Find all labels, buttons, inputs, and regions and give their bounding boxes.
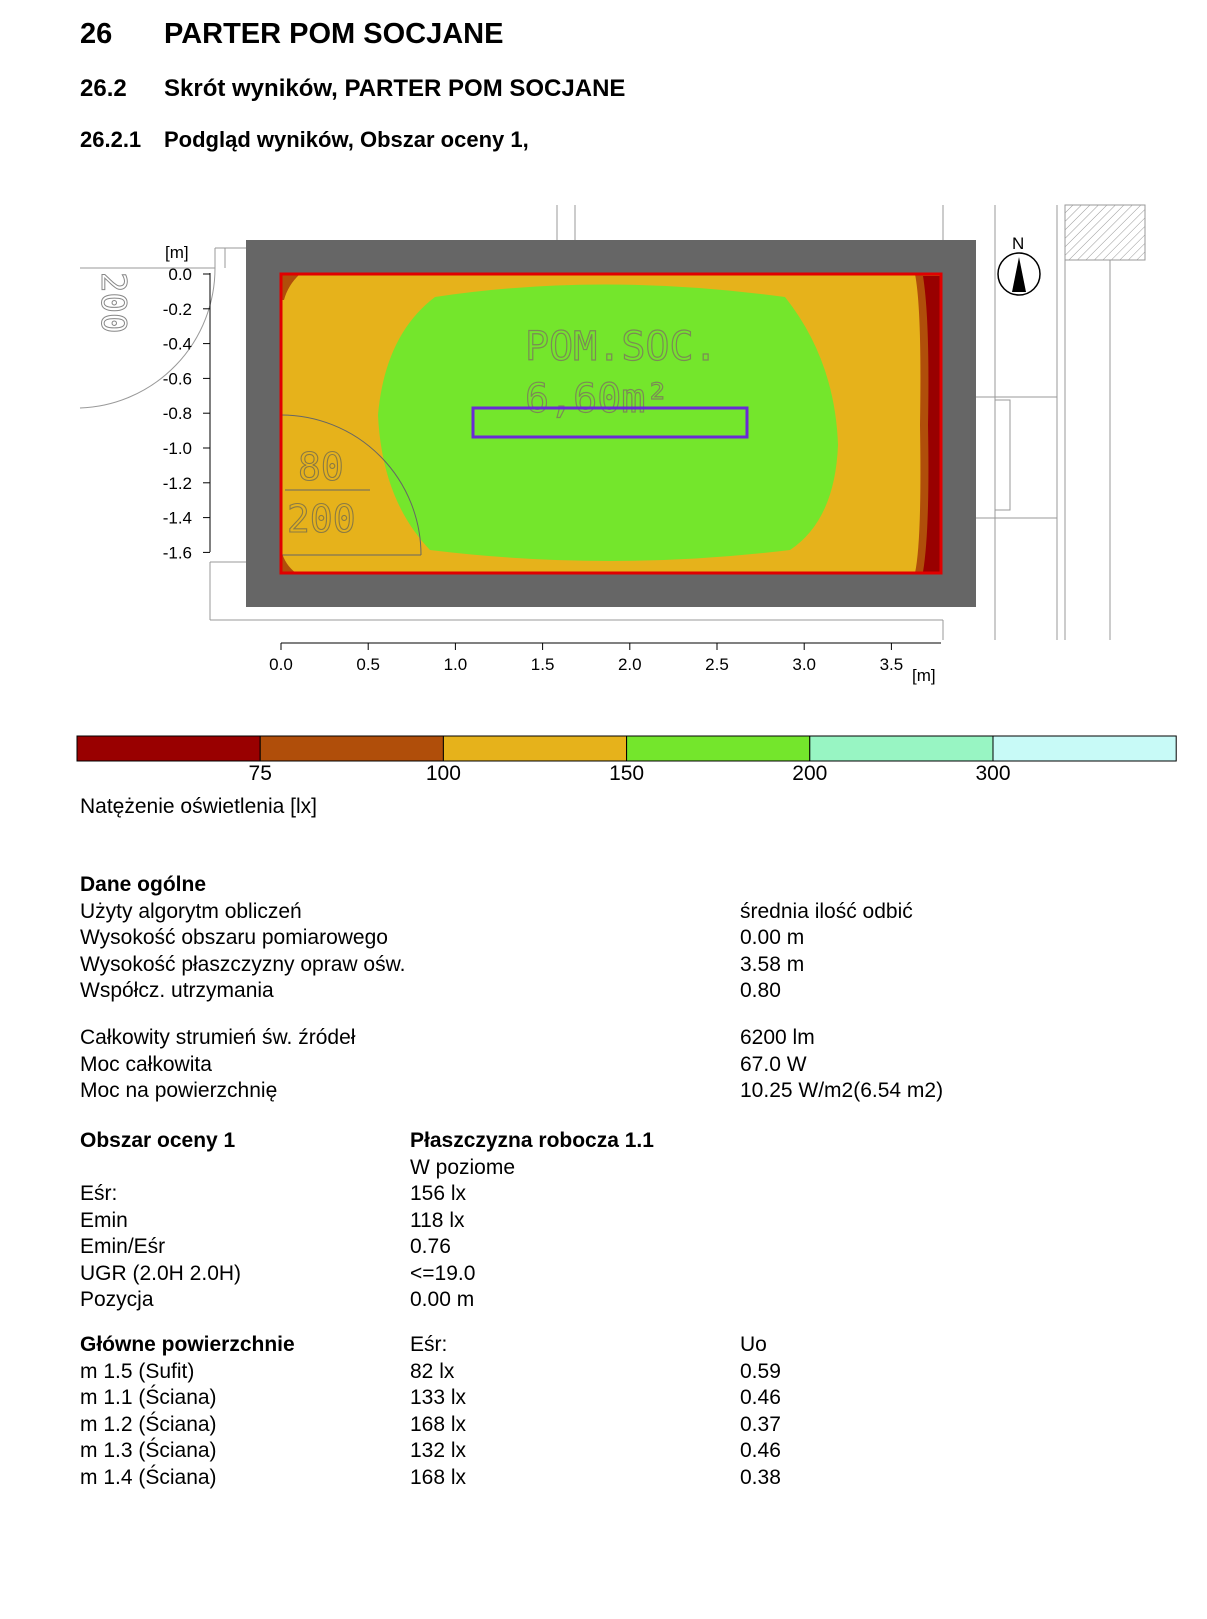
subsection-heading [80, 75, 625, 103]
surface-name: m 1.4 (Ściana) [80, 1465, 217, 1489]
area-title: Obszar oceny 1 [80, 1129, 236, 1152]
north-label: N [1012, 234, 1025, 253]
general-label: Użyty algorytm obliczeń [80, 899, 302, 923]
room-label-name: POM.SOC. [525, 324, 718, 370]
surfaces-col-e: Eśr: [410, 1333, 448, 1356]
subsubsection-number: 26.2.1 [80, 127, 142, 152]
power-label: Moc całkowita [80, 1052, 212, 1076]
surface-name: m 1.3 (Ściana) [80, 1439, 217, 1462]
y-axis-unit: [m] [165, 243, 189, 262]
area-plane: Płaszczyzna robocza 1.1 [410, 1129, 654, 1152]
x-tick-label: 3.5 [879, 655, 904, 674]
room-label-area: 6,60m² [525, 376, 670, 422]
x-tick-label: 2.5 [705, 655, 729, 674]
subsection-title: Skrót wyników, PARTER POM SOCJANE [164, 75, 626, 102]
y-tick-label: -1.2 [162, 473, 192, 493]
y-tick-label: 0.0 [168, 265, 192, 284]
general-label: Wysokość płaszczyzny opraw ośw. [80, 952, 406, 976]
legend-swatch [810, 736, 993, 761]
surfaces-title: Główne powierzchnie [80, 1333, 295, 1356]
legend-swatch [627, 736, 810, 761]
y-tick-label: -1.0 [162, 439, 192, 458]
surface-uo: 0.37 [740, 1412, 781, 1436]
surface-e: 168 lx [410, 1412, 467, 1436]
y-axis [163, 243, 210, 562]
door-label-height: 200 [287, 497, 356, 541]
surface-uo: 0.46 [740, 1439, 781, 1462]
general-value: 0.00 m [740, 926, 805, 949]
surface-uo: 0.59 [740, 1359, 781, 1383]
x-axis-unit: [m] [912, 666, 936, 685]
power-value: 10.25 W/m2(6.54 m2) [740, 1079, 944, 1102]
legend-tick-label: 75 [248, 762, 272, 785]
legend-swatch [260, 736, 443, 761]
surface-name: m 1.2 (Ściana) [80, 1412, 217, 1436]
area-label: UGR (2.0H 2.0H) [80, 1261, 242, 1285]
power-value: 6200 lm [740, 1026, 815, 1049]
surface-e: 133 lx [410, 1386, 467, 1409]
area-value: <=19.0 [410, 1261, 476, 1285]
surface-e: 132 lx [410, 1439, 467, 1462]
area-plane-orientation: W poziome [410, 1155, 516, 1179]
y-tick-label: -1.6 [162, 543, 192, 563]
area-value: 0.00 m [410, 1288, 475, 1311]
door-label-width: 80 [298, 445, 344, 489]
surface-uo: 0.38 [740, 1465, 781, 1489]
area-label: Eśr: [80, 1182, 118, 1205]
y-tick-label: -0.6 [162, 369, 192, 389]
legend-tick-label: 150 [609, 762, 645, 785]
general-value: 3.58 m [740, 952, 805, 976]
y-tick-label: -0.4 [162, 334, 192, 354]
illuminance-color-legend [0, 735, 1207, 790]
results-floor-plan [0, 200, 1207, 700]
y-tick-label: -0.8 [162, 404, 192, 424]
x-tick-label: 1.0 [443, 655, 468, 674]
area-label: Emin/Eśr [80, 1235, 166, 1258]
north-arrow-icon [998, 234, 1040, 295]
area-label: Pozycja [80, 1288, 154, 1311]
surface-uo: 0.46 [740, 1386, 781, 1409]
x-tick-label: 2.0 [617, 655, 642, 674]
section-title: PARTER POM SOCJANE [164, 18, 504, 50]
section-number: 26 [80, 18, 113, 50]
legend-tick-label: 300 [975, 762, 1011, 785]
subsubsection-title: Podgląd wyników, Obszar oceny 1, [164, 127, 529, 152]
general-value: średnia ilość odbić [740, 899, 913, 923]
legend-tick-label: 200 [792, 762, 828, 785]
x-axis [269, 643, 941, 685]
general-label: Współcz. utrzymania [80, 979, 274, 1002]
area-value: 0.76 [410, 1235, 451, 1258]
general-data-title: Dane ogólne [80, 873, 207, 896]
surface-e: 168 lx [410, 1465, 467, 1489]
section-heading [80, 18, 503, 51]
surface-name: m 1.5 (Sufit) [80, 1359, 195, 1383]
x-tick-label: 3.0 [792, 655, 817, 674]
surface-e: 82 lx [410, 1359, 455, 1383]
power-label: Całkowity strumień św. źródeł [80, 1026, 356, 1049]
legend-swatch [993, 736, 1176, 761]
x-tick-label: 0.5 [356, 655, 381, 674]
general-value: 0.80 [740, 979, 781, 1002]
side-door-label: 200 [93, 272, 133, 334]
area-value: 156 lx [410, 1182, 467, 1205]
y-tick-label: -1.4 [162, 508, 192, 528]
subsubsection-heading [80, 127, 529, 153]
legend-swatch [443, 736, 626, 761]
y-tick-label: -0.2 [162, 299, 192, 319]
x-tick-label: 1.5 [530, 655, 555, 674]
x-tick-label: 0.0 [269, 655, 293, 674]
legend-caption: Natężenie oświetlenia [lx] [80, 795, 317, 818]
area-label: Emin [80, 1208, 128, 1232]
legend-swatch [77, 736, 260, 761]
general-label: Wysokość obszaru pomiarowego [80, 926, 388, 949]
power-label: Moc na powierzchnię [80, 1079, 278, 1102]
surface-name: m 1.1 (Ściana) [80, 1386, 217, 1409]
subsection-number: 26.2 [80, 75, 127, 102]
legend-tick-label: 100 [425, 762, 461, 785]
area-value: 118 lx [410, 1208, 465, 1232]
surfaces-col-uo: Uo [740, 1333, 767, 1356]
power-value: 67.0 W [740, 1052, 807, 1076]
